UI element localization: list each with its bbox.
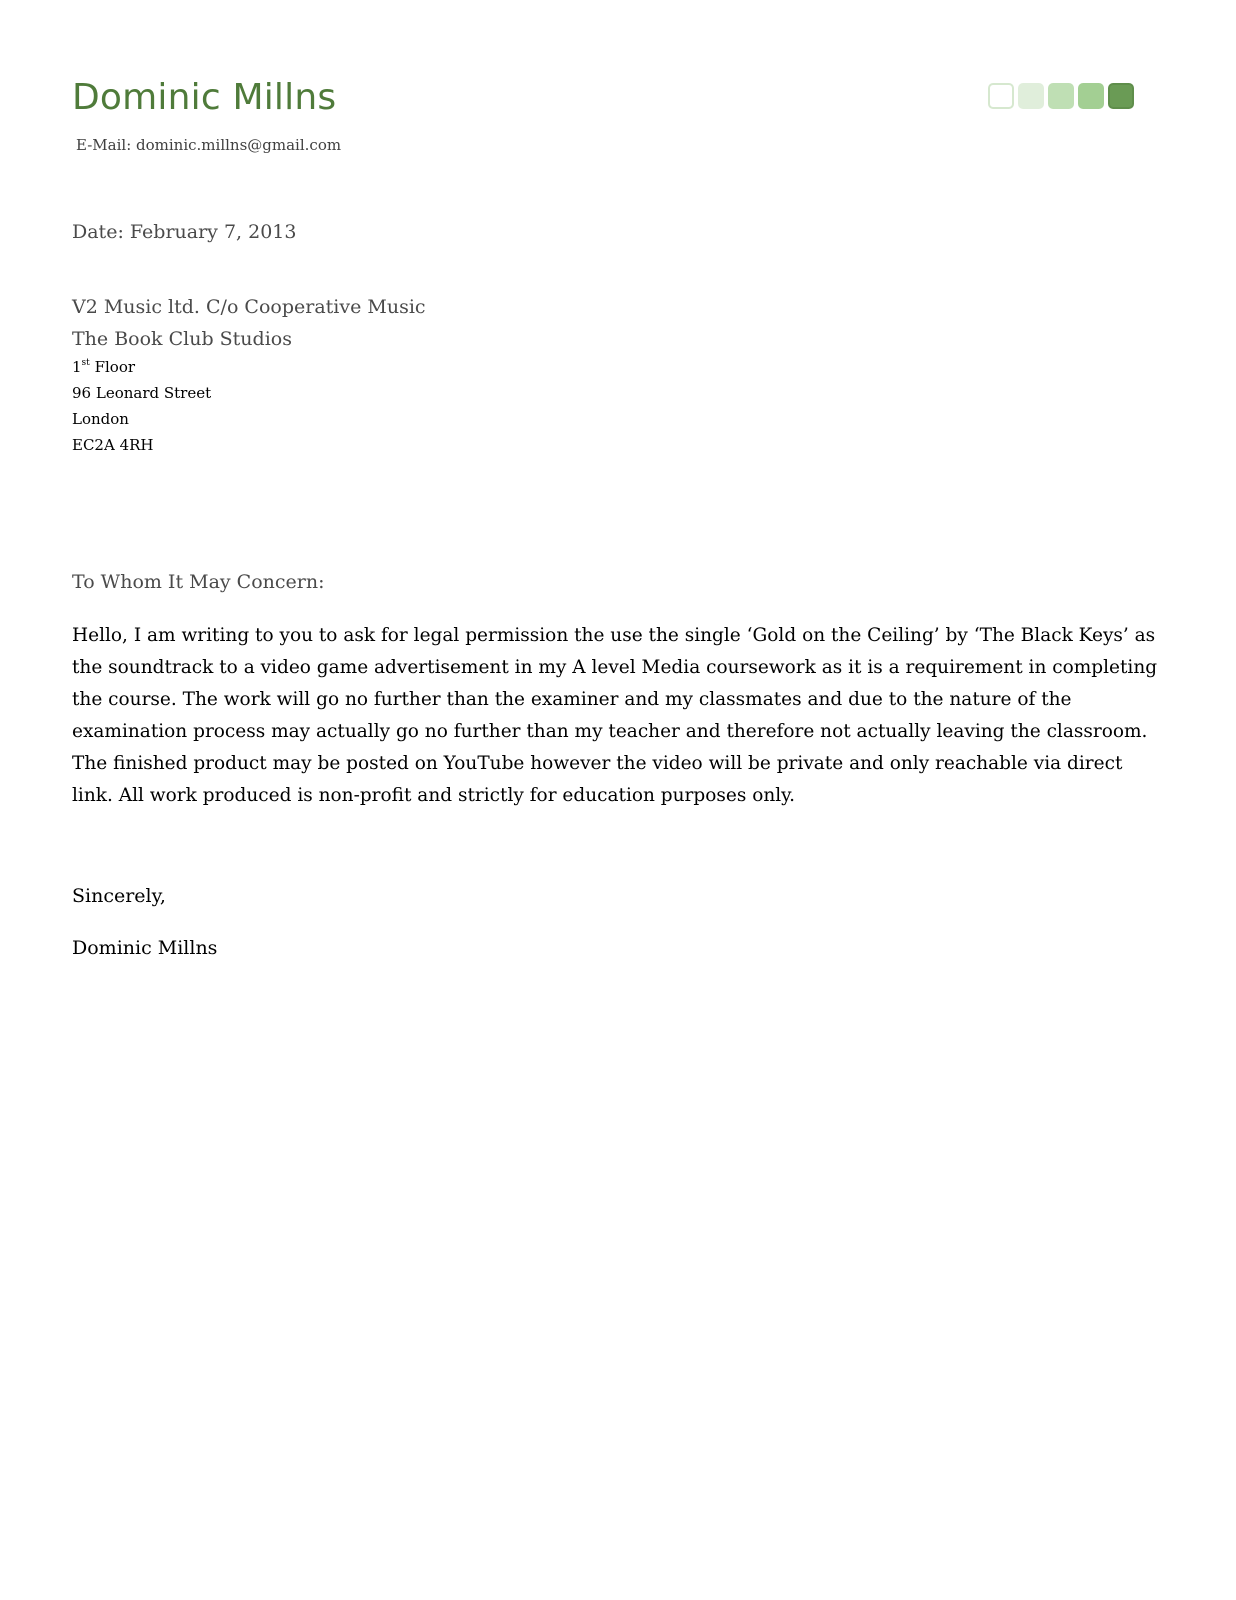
- email-label: E-Mail:: [76, 136, 132, 154]
- recipient-org-line: The Book Club Studios: [72, 328, 292, 350]
- decor-square: [1108, 83, 1134, 109]
- email-address: dominic.millns@gmail.com: [136, 136, 342, 154]
- salutation: To Whom It May Concern:: [72, 571, 325, 593]
- body-line: the soundtrack to a video game advertisement in my A level Media coursework as it is a requirement in completing: [72, 657, 1158, 678]
- body-line: The finished product may be posted on YouTube however the video will be private and only reachable via direct: [72, 753, 1123, 774]
- body-line: examination process may actually go no further than my teacher and therefore not actually leaving the classroom.: [72, 721, 1148, 742]
- address-postcode: EC2A 4RH: [72, 436, 154, 454]
- decor-square: [988, 83, 1014, 109]
- body-line: link. All work produced is non-profit and strictly for education purposes only.: [72, 785, 796, 806]
- date-line: [72, 220, 296, 244]
- floor-word: Floor: [94, 358, 136, 376]
- date-value: February 7, 2013: [129, 221, 297, 243]
- floor-suffix: st: [81, 358, 90, 368]
- address-floor: [72, 354, 211, 380]
- decorative-squares: [988, 83, 1134, 112]
- email-line: [76, 135, 341, 155]
- signature-name: Dominic Millns: [72, 937, 218, 959]
- decor-square: [1048, 83, 1074, 109]
- decor-square: [1078, 83, 1104, 109]
- recipient-address: [72, 354, 211, 458]
- body-line: the course. The work will go no further than the examiner and my classmates and due to the nature of the: [72, 689, 1072, 710]
- sender-name: Dominic Millns: [72, 77, 337, 118]
- recipient-org-line: V2 Music ltd. C/o Cooperative Music: [72, 296, 426, 318]
- letter-body: [72, 620, 1158, 812]
- recipient-organization: [72, 291, 426, 355]
- closing: Sincerely,: [72, 885, 166, 907]
- address-city: London: [72, 410, 129, 428]
- floor-number: 1: [72, 358, 82, 376]
- decor-square: [1018, 83, 1044, 109]
- date-label: Date:: [72, 221, 124, 243]
- body-line: Hello, I am writing to you to ask for legal permission the use the single ‘Gold on the Ceiling’ by ‘The Black Keys’ as: [72, 625, 1156, 646]
- address-street: 96 Leonard Street: [72, 384, 212, 402]
